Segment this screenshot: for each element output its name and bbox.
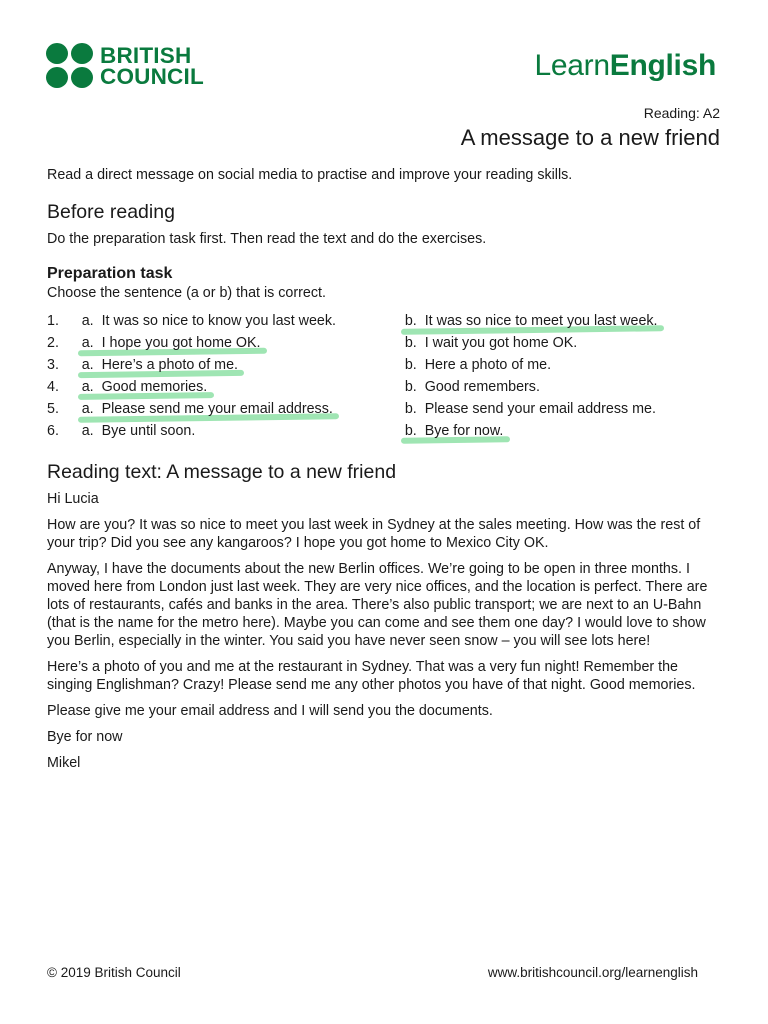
learnenglish-logo-bold: English [609,49,716,82]
footer-copyright: © 2019 British Council [47,965,181,980]
option-b-label: b. [404,423,417,439]
option-b [405,356,722,374]
highlighted-answer [82,400,333,418]
level-label: Reading: A2 [643,105,720,121]
option-a-label: a. [81,357,94,373]
message-paragraph: Bye for now [47,729,123,745]
before-reading-text: Do the preparation task first. Then read the text and do the exercises. [47,231,487,247]
british-council-dots-icon [46,43,94,89]
option-a-text: Bye until soon. [101,423,196,439]
option-b-label: b. [404,401,417,417]
brand-line-2: COUNCIL [100,64,204,89]
option-a [82,400,405,418]
highlighted-answer [82,334,261,352]
message-paragraph: Anyway, I have the documents about the new Berlin offices. We’re going to be open in three months. I moved here from London just last week. They are very nice offices, and the location is perfect. There are lots of restaurants, cafés and banks in the area. There’s also public transport; we are next to an U-Bahn (that is the name for the metro here). Maybe you can come and see them one day? I would love to show you Berlin, especially in the winter. You said you have never seen snow – you will see lots here! [47,561,708,649]
page-title: A message to a new friend [460,125,720,150]
task-row [47,398,722,420]
option-a-text: Here’s a photo of me. [101,357,239,373]
option-a [82,378,405,396]
british-council-logo[interactable] [46,43,204,89]
task-row [47,420,722,442]
message-paragraph: Please give me your email address and I will send you the documents. [47,703,493,719]
option-a-text: I hope you got home OK. [101,335,261,351]
task-number: 6. [47,423,59,439]
option-b-text: Bye for now. [424,423,504,439]
footer-url-link[interactable]: www.britishcouncil.org/learnenglish [487,965,698,980]
highlighted-answer [405,422,504,440]
option-a-label: a. [81,335,94,351]
option-a-text: It was so nice to know you last week. [101,313,336,329]
option-b [405,334,722,352]
option-a-text: Please send me your email address. [101,401,333,417]
task-number: 1. [47,313,59,329]
option-a-label: a. [81,401,94,417]
message-paragraph: Mikel [47,755,81,771]
option-b-text: Good remembers. [424,379,540,395]
option-b-label: b. [404,379,417,395]
brand-line-1: BRITISH [100,43,192,68]
task-row [47,354,722,376]
learnenglish-logo[interactable] [535,49,716,83]
message-paragraph: How are you? It was so nice to meet you last week in Sydney at the sales meeting. How was the rest of your trip? Did you see any kangaroos? I hope you got home to Mexico City OK. [47,517,701,551]
option-b [405,422,722,440]
option-b-label: b. [404,313,417,329]
preparation-task-heading: Preparation task [47,265,173,282]
option-a [82,334,405,352]
option-a [82,312,405,330]
option-a-label: a. [81,423,94,439]
task-number: 5. [47,401,59,417]
option-a-label: a. [81,379,94,395]
intro-text: Read a direct message on social media to practise and improve your reading skills. [47,167,573,183]
option-a [82,356,405,374]
message-paragraph: Here’s a photo of you and me at the restaurant in Sydney. That was a very fun night! Remember the singing Englishman? Crazy! Please send me any other photos you have of that night. Good memories. [47,659,696,693]
option-b-label: b. [404,335,417,351]
task-row [47,332,722,354]
highlighted-answer [82,378,208,396]
preparation-task-instruction: Choose the sentence (a or b) that is correct. [47,285,326,301]
learnenglish-logo-light: Learn [534,49,610,82]
highlighted-answer [82,356,238,374]
option-b [405,400,722,418]
option-b-text: It was so nice to meet you last week. [424,313,658,329]
task-number: 2. [47,335,59,351]
option-a-label: a. [81,313,94,329]
british-council-wordmark [100,45,204,87]
task-row [47,310,722,332]
option-b [405,312,722,330]
option-a [82,422,405,440]
option-a-text: Good memories. [101,379,208,395]
option-b-label: b. [404,357,417,373]
before-reading-heading: Before reading [47,201,175,223]
task-number: 3. [47,357,59,373]
option-b-text: I wait you got home OK. [424,335,578,351]
reading-text-heading: Reading text: A message to a new friend [47,461,397,483]
highlighted-answer [405,312,658,330]
task-row [47,376,722,398]
task-number: 4. [47,379,59,395]
option-b-text: Please send your email address me. [424,401,656,417]
preparation-task-list [47,310,722,442]
message-paragraph: Hi Lucia [47,491,99,507]
page-header [0,0,768,100]
option-b [405,378,722,396]
option-b-text: Here a photo of me. [424,357,552,373]
reading-text-section [47,460,722,772]
document-body [47,166,722,780]
